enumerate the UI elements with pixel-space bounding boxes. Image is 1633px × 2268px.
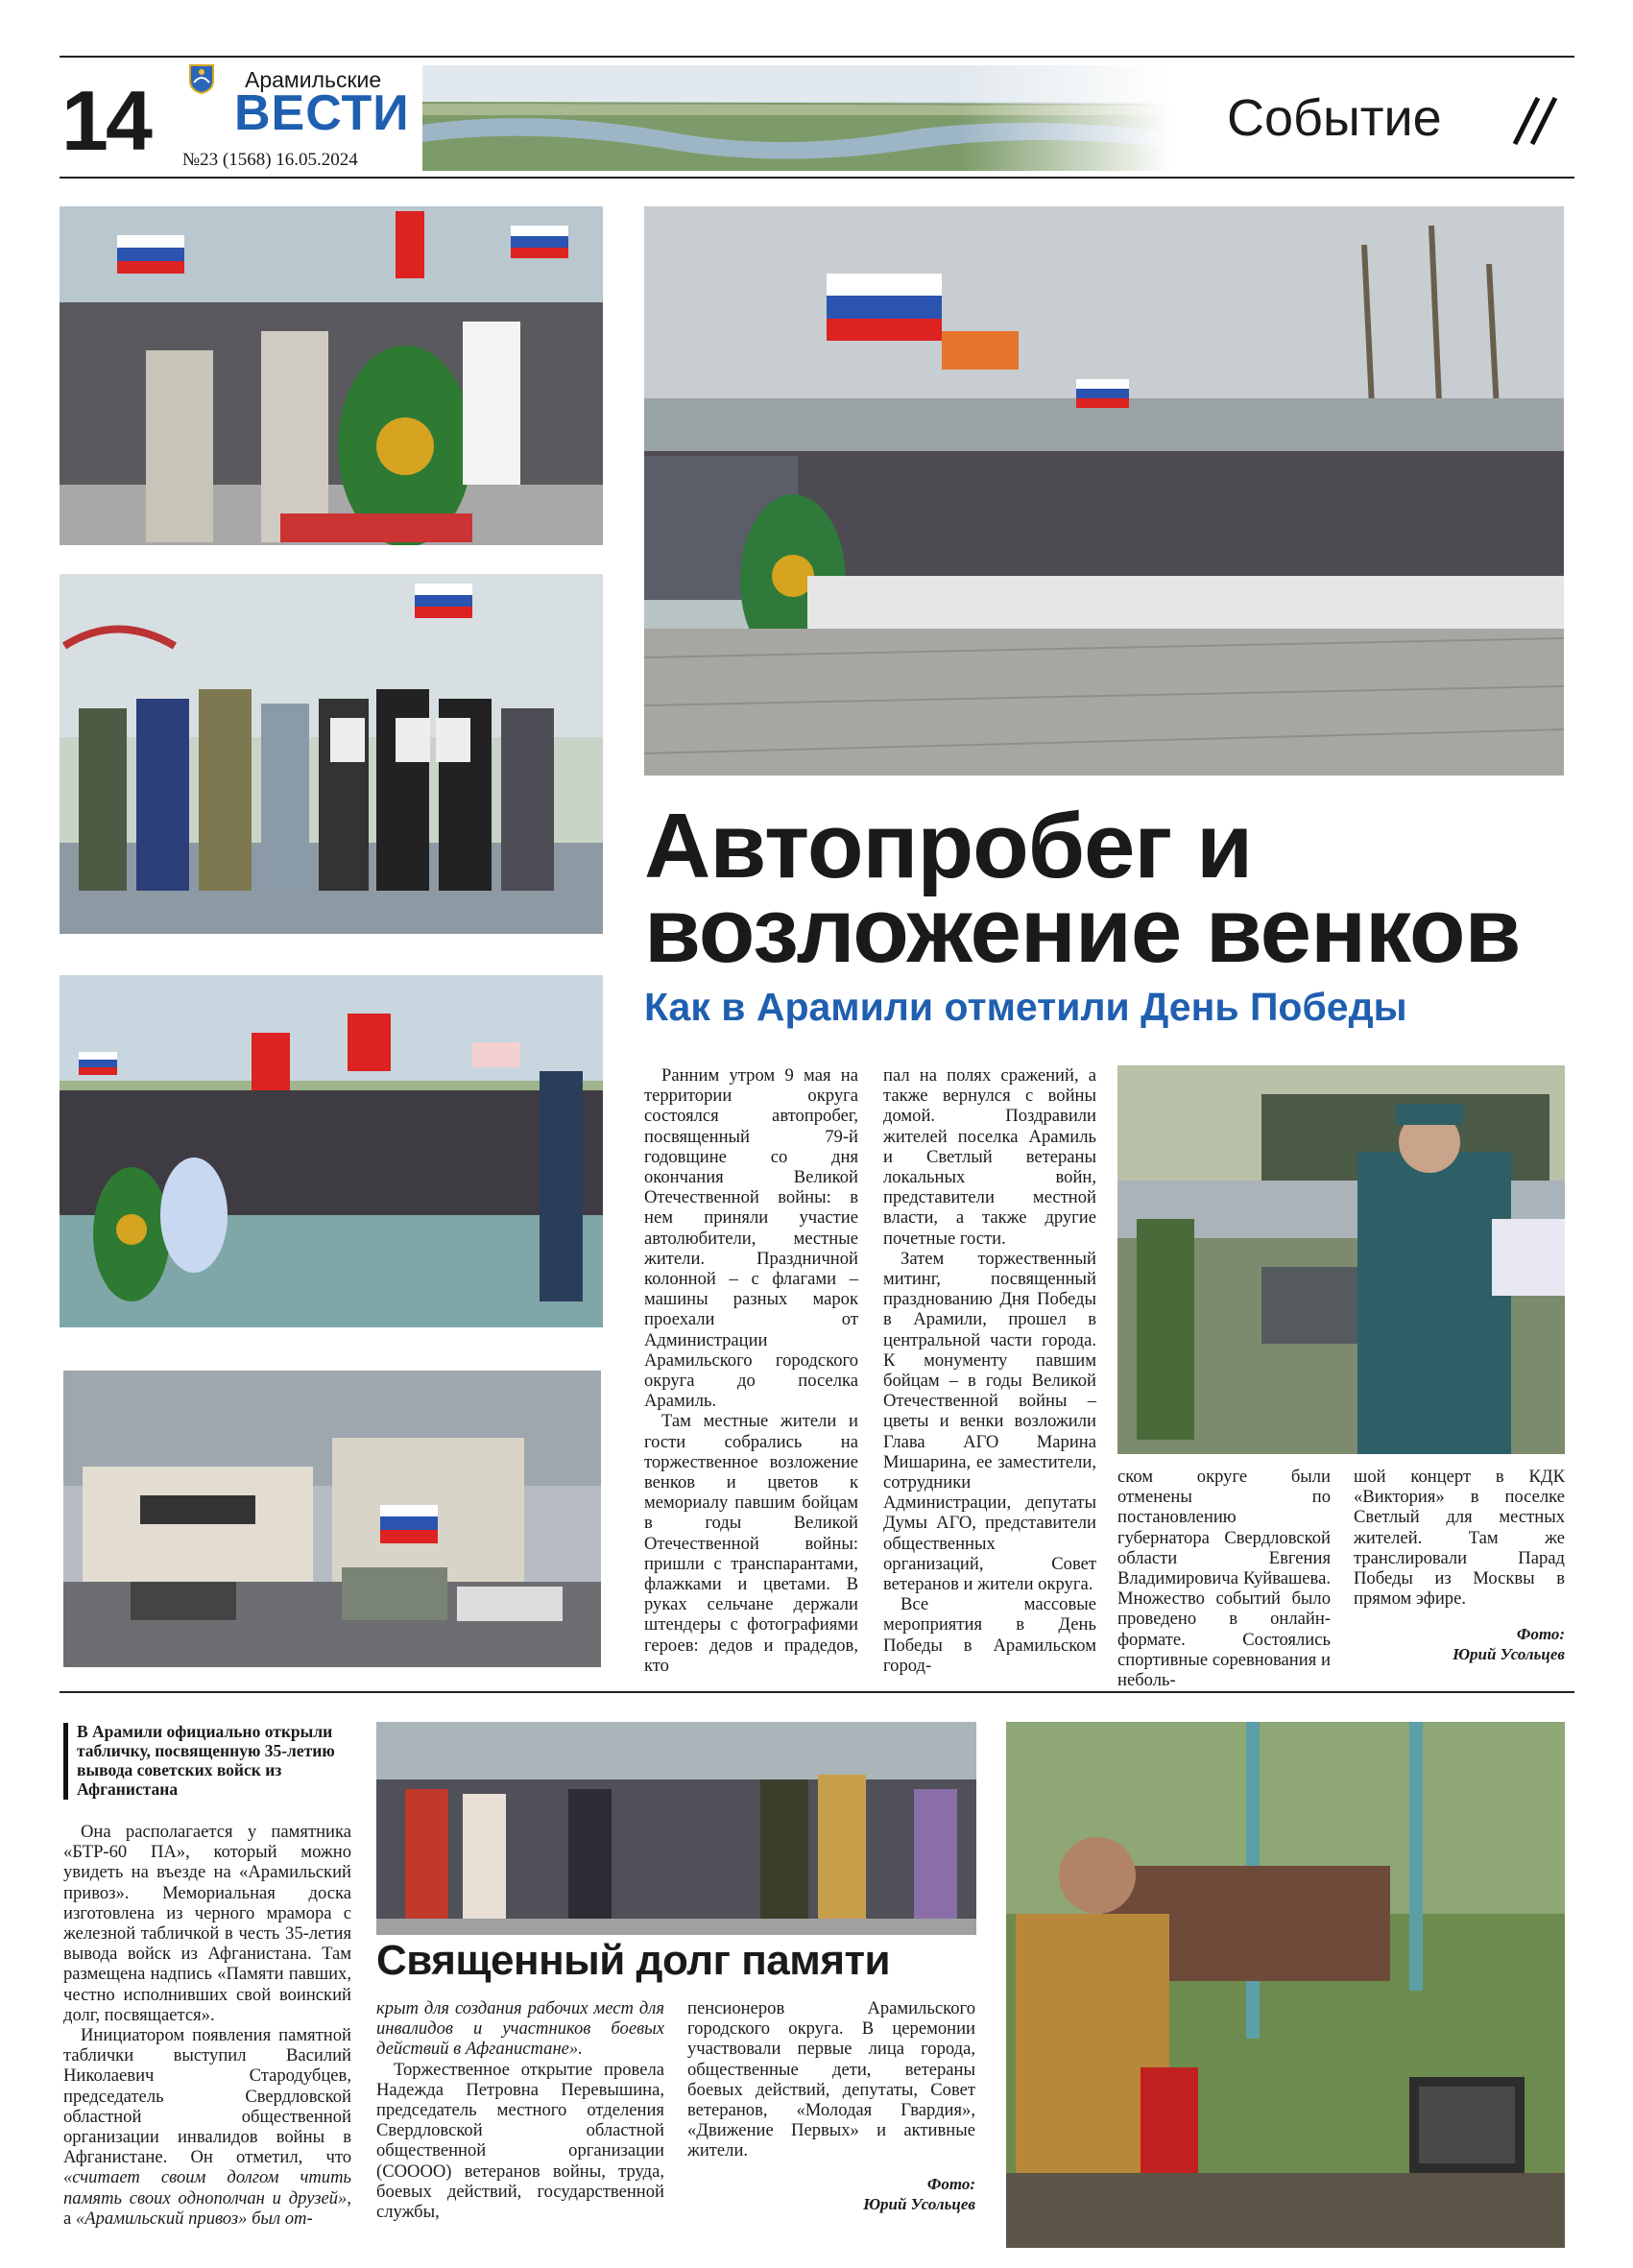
paper-name-top: Арамильские xyxy=(245,67,382,92)
article2-photo-credit xyxy=(687,2174,975,2214)
article2-paragraph xyxy=(63,2025,351,2229)
motor-rally-street-photo xyxy=(63,1371,601,1667)
credit-label: Фото: xyxy=(926,2175,975,2193)
article2-paragraph: пенсионеров Арамильского городского округа. В церемонии участвовали первые лица города, общественные дети, ветераны боевых действий, депутаты, Совет ветеранов, «Молодая Гвардия», «Движение Первых» и активные жители. xyxy=(687,1998,975,2161)
article1-paragraph: шой концерт в КДК «Виктория» в поселке Светлый для местных жителей. Там же транслировали Парад Победы из Москвы в прямом эфире. xyxy=(1354,1467,1565,1610)
article1-column-3 xyxy=(1117,1467,1331,1690)
article1-column-4 xyxy=(1354,1467,1565,1609)
section-title: Событие xyxy=(1227,89,1442,147)
article2-quote: «считает своим долгом чтить память своих однополчан и друзей» xyxy=(63,2167,351,2208)
group-with-portraits-photo xyxy=(60,574,603,934)
header-bottom-rule xyxy=(60,177,1574,179)
article2-column-2 xyxy=(376,1998,664,2222)
rally-with-flags-photo xyxy=(60,975,603,1327)
issue-number: №23 (1568) 16.05.2024 xyxy=(182,150,358,170)
article2-column-3 xyxy=(687,1998,975,2161)
page-number: 14 xyxy=(61,73,150,168)
article2-quote: крыт для создания рабочих мест для инвалидов и участников боевых действий в Афганистане». xyxy=(376,1998,664,2060)
article1-paragraph: Там местные жители и гости собрались на торжественное возложение венков и цветов к мемориалу павшим бойцам в годы Великой Отечественной войны: пришли с транспарантами, флажками и цветами. В руках сельчане держали штендеры с фотографиями героев: дедов и прадедов, кто xyxy=(644,1411,858,1676)
article2-quote: «Арамильский привоз» был от- xyxy=(75,2208,313,2229)
article1-paragraph: Затем торжественный митинг, посвященный празднованию Дня Победы в Арамили, прошел в центральной части города. К монументу павшим бойцам – в годы Великой Отечественной войны – цветы и венки возложили Глава АГО Марина Мишарина, ее заместители, сотрудники Администрации, депутаты Думы АГО, представители общественных организаций, Совет ветеранов и жители округа. xyxy=(883,1248,1096,1595)
headline-line-2: возложение венков xyxy=(644,879,1521,982)
article1-paragraph: ском округе были отменены по постановлению губернатора Свердловской области Евгения Владимировича Куйвашева. Множество событий было проведено в онлайн-формате. Состоялись спортивные соревнования и неболь- xyxy=(1117,1467,1331,1691)
article1-paragraph: пал на полях сражений, а также вернулся с войны домой. Поздравили жителей поселка Арамиль и Светлый ветераны локальных войн, представители местной власти, а также другие почетные гости. xyxy=(883,1065,1096,1249)
credit-name: Юрий Усольцев xyxy=(863,2195,975,2213)
subheadline: Как в Арамили отметили День Победы xyxy=(644,985,1407,1029)
plaque-unveiling-photo xyxy=(1006,1722,1565,2248)
headline-line-1: Автопробег и xyxy=(644,795,1253,897)
article1-column-1 xyxy=(644,1065,858,1676)
credit-label: Фото: xyxy=(1516,1625,1565,1643)
article2-text: Инициатором появления памятной таблички выступил Василий Николаевич Стародубцев, председатель Свердловской областной общественной организации инвалидов войны в Афганистане. Он отметил, что xyxy=(63,2025,351,2168)
top-rule xyxy=(60,56,1574,58)
lead-bar xyxy=(63,1723,68,1800)
section-slashes-icon xyxy=(1505,94,1563,148)
article1-paragraph: Ранним утром 9 мая на территории округа состоялся автопробег, посвященный 79-й годовщине со дня окончания Великой Отечественной войны: в нем приняли участие автолюбители, местные жители. Праздничной колонной – с флагами – машины разных марок проехали от Администрации Арамильского городского округа до поселка Арамиль. xyxy=(644,1065,858,1412)
article2-paragraph: Торжественное открытие провела Надежда Петровна Перевышина, председатель местного отделения Свердловской областной общественной организации (СОООО) ветеранов войны, труда, боевых действий, государственной службы, xyxy=(376,2059,664,2223)
article1-photo-credit xyxy=(1354,1624,1565,1664)
group-photo-afghan xyxy=(376,1722,976,1935)
article2-lead: В Арамили официально открыли табличку, посвященную 35-летию вывода советских войск из Афганистана xyxy=(77,1722,335,1799)
article2-column-1 xyxy=(63,1822,351,2229)
article1-column-2 xyxy=(883,1065,1096,1676)
paper-name-main: ВЕСТИ xyxy=(234,85,410,141)
article1-paragraph: Все массовые мероприятия в День Победы в Арамильском город- xyxy=(883,1594,1096,1676)
veteran-speech-photo xyxy=(1117,1065,1565,1454)
article2-headline: Священный долг памяти xyxy=(376,1937,891,1984)
article-divider xyxy=(60,1691,1574,1693)
article2-paragraph: Она располагается у памятника «БТР-60 ПА», который можно увидеть на въезде на «Арамильский привоз». Мемориальная доска изготовлена из черного мрамора с железной табличкой в честь 35-летия вывода войск из Афганистана. Там размещена надпись «Памяти павших, честно исполнивших свой воинский долг, посвящается». xyxy=(63,1822,351,2025)
article2-text: , а xyxy=(63,2187,351,2229)
coat-of-arms-icon xyxy=(188,63,215,94)
credit-name: Юрий Усольцев xyxy=(1453,1645,1565,1663)
landscape-banner xyxy=(422,65,1171,171)
crowd-at-memorial-photo xyxy=(644,206,1564,776)
wreath-laying-photo xyxy=(60,206,603,545)
